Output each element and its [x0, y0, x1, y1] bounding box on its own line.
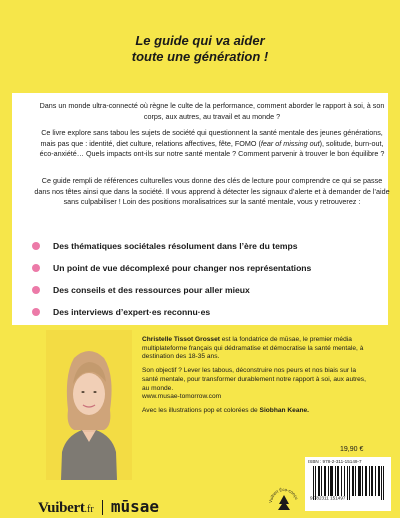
bio-paragraph-2-text: Son objectif ? Lever les tabous, déconstruire nos peurs et nos biais sur la santé mentale, pour transformer durablement notre rapport à soi, aux autres, au monde.	[142, 367, 366, 392]
bullet-item	[32, 262, 311, 274]
bullet-dot-icon	[32, 286, 40, 294]
intro-paragraph-2-start: Ce livre explore sans tabou les sujets de société qui questionnent la santé mentale des jeunes générations, mais pas que : identité, diet culture, relations affectives, fête, FOMO (	[40, 128, 383, 148]
bullet-item	[32, 306, 210, 318]
barcode-number: 9 782311 151497	[310, 495, 346, 500]
bullet-text: Des thématiques sociétales résolument dans l’ère du temps	[53, 241, 298, 251]
eco-label-icon	[267, 482, 301, 516]
bullet-item	[32, 284, 250, 296]
tagline-line-2: toute une génération !	[131, 49, 269, 64]
bio-paragraph-3-text: Avec les illustrations pop et colorées de	[142, 406, 260, 414]
intro-paragraph-2	[34, 128, 390, 160]
barcode-block	[305, 457, 391, 511]
website-link[interactable]: www.musae-tomorrow.com	[142, 393, 222, 401]
vuibert-logo: Vuibert	[38, 500, 85, 516]
intro-paragraph-3: Ce guide rempli de références culturelles vous donne des clés de lecture pour comprendre ce qui se passe dans nos têtes ainsi que dans la société. Il vous apprend à détecter les signaux d’alerte et à demander de l’aide sans culpabiliser ! Loin des positions moralisatrices sur la santé mentale, vous y retrouverez :	[34, 176, 390, 207]
bullet-dot-icon	[32, 242, 40, 250]
vuibert-logo-suffix: .fr	[84, 504, 94, 515]
isbn: ISBN : 978-2-311-15149-7	[308, 459, 362, 464]
author-name: Christelle Tissot Grosset	[142, 336, 220, 343]
musae-logo: mūsae	[110, 497, 160, 516]
description-card	[12, 93, 388, 325]
bio-paragraph-1-text: est la fondatrice de mūsae, le premier média multiplateforme français qui dédramatise et démocratise la santé mentale, à destination des 18-35 ans.	[142, 336, 364, 361]
author-photo	[46, 330, 132, 480]
bullet-text: Des conseils et des ressources pour aller mieux	[53, 285, 250, 295]
barcode-icon	[309, 466, 387, 500]
bullet-dot-icon	[32, 308, 40, 316]
intro-paragraph-1: Dans un monde ultra-connecté où règne le culte de la performance, comment aborder le rapport à soi, à son corps, aux autres, au travail et au monde ?	[39, 101, 385, 121]
price: 19,90 €	[340, 446, 364, 453]
bio-paragraph-3	[142, 407, 372, 416]
logo-divider	[102, 500, 103, 515]
tagline-line-1: Le guide qui va aider	[135, 33, 265, 48]
intro-paragraph-2-italic: fear of missing out	[260, 138, 320, 148]
bullet-item	[32, 240, 298, 252]
bullet-text: Un point de vue décomplexé pour changer nos représentations	[53, 263, 312, 273]
bullet-dot-icon	[32, 264, 40, 272]
bio-paragraph-1	[142, 336, 372, 362]
illustrator-name: Siobhan Keane.	[259, 406, 310, 414]
bio-paragraph-2	[142, 367, 372, 402]
bullet-text: Des interviews d’expert·es reconnu·es	[53, 307, 211, 317]
intro-paragraph-2-end: ), solitude, burn-out, éco-anxiété… Quels impacts ont-ils sur notre santé mentale ? Comment parvenir à trouver le bon équilibre ?	[39, 138, 385, 159]
tagline	[0, 33, 400, 65]
eco-label-text: Vuibert Éco-conçu	[267, 486, 300, 504]
publisher-logos	[38, 497, 159, 517]
author-bio	[142, 336, 372, 421]
